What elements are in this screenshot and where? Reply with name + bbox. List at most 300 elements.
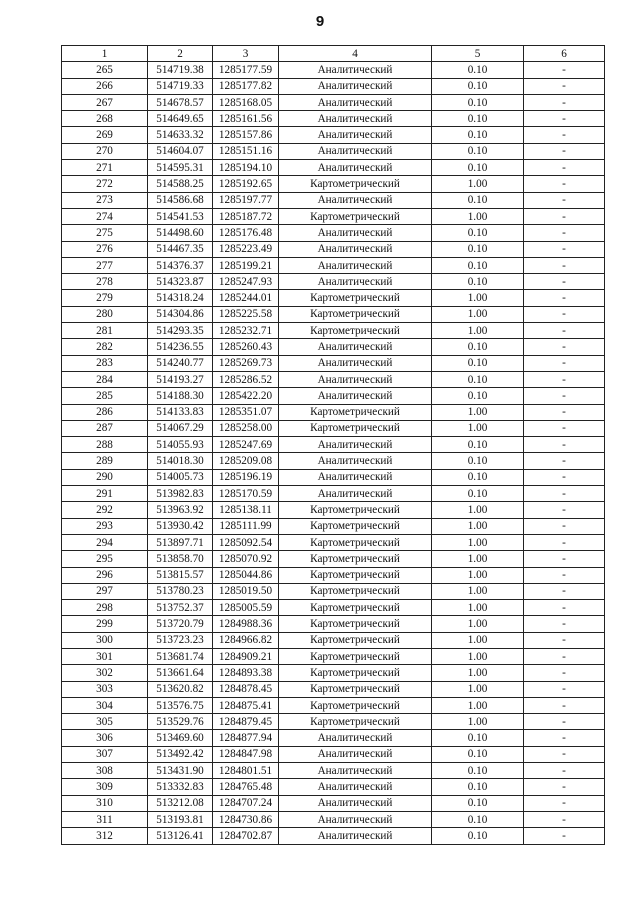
method-cell: Аналитический: [279, 453, 432, 469]
note-cell: -: [524, 371, 605, 387]
accuracy-cell: 1.00: [432, 404, 524, 420]
accuracy-cell: 0.10: [432, 274, 524, 290]
point-number-cell: 269: [62, 127, 148, 143]
method-cell: Аналитический: [279, 143, 432, 159]
method-cell: Аналитический: [279, 78, 432, 94]
y-coordinate-cell: 1285422.20: [213, 388, 279, 404]
point-number-cell: 303: [62, 681, 148, 697]
table-row: [62, 257, 605, 273]
column-header: 6: [524, 46, 605, 62]
y-coordinate-cell: 1285351.07: [213, 404, 279, 420]
table-row: [62, 534, 605, 550]
point-number-cell: 277: [62, 257, 148, 273]
method-cell: Аналитический: [279, 388, 432, 404]
table-row: [62, 665, 605, 681]
table-row: [62, 371, 605, 387]
note-cell: -: [524, 502, 605, 518]
table-row: [62, 551, 605, 567]
table-row: [62, 143, 605, 159]
accuracy-cell: 0.10: [432, 225, 524, 241]
note-cell: -: [524, 420, 605, 436]
point-number-cell: 284: [62, 371, 148, 387]
method-cell: Картометрический: [279, 648, 432, 664]
table-row: [62, 437, 605, 453]
x-coordinate-cell: 514588.25: [148, 176, 213, 192]
note-cell: -: [524, 616, 605, 632]
x-coordinate-cell: 513720.79: [148, 616, 213, 632]
x-coordinate-cell: 513212.08: [148, 795, 213, 811]
y-coordinate-cell: 1284966.82: [213, 632, 279, 648]
x-coordinate-cell: 514067.29: [148, 420, 213, 436]
accuracy-cell: 1.00: [432, 306, 524, 322]
table-row: [62, 616, 605, 632]
point-number-cell: 270: [62, 143, 148, 159]
table-row: [62, 339, 605, 355]
y-coordinate-cell: 1285209.08: [213, 453, 279, 469]
note-cell: -: [524, 632, 605, 648]
column-header: 3: [213, 46, 279, 62]
method-cell: Аналитический: [279, 437, 432, 453]
note-cell: -: [524, 763, 605, 779]
method-cell: Картометрический: [279, 616, 432, 632]
y-coordinate-cell: 1285196.19: [213, 469, 279, 485]
note-cell: -: [524, 160, 605, 176]
y-coordinate-cell: 1284875.41: [213, 697, 279, 713]
method-cell: Аналитический: [279, 241, 432, 257]
accuracy-cell: 0.10: [432, 127, 524, 143]
point-number-cell: 302: [62, 665, 148, 681]
method-cell: Аналитический: [279, 811, 432, 827]
point-number-cell: 294: [62, 534, 148, 550]
x-coordinate-cell: 513529.76: [148, 714, 213, 730]
method-cell: Картометрический: [279, 518, 432, 534]
table-row: [62, 62, 605, 78]
accuracy-cell: 1.00: [432, 176, 524, 192]
x-coordinate-cell: 513126.41: [148, 828, 213, 844]
y-coordinate-cell: 1285232.71: [213, 323, 279, 339]
accuracy-cell: 0.10: [432, 453, 524, 469]
accuracy-cell: 0.10: [432, 828, 524, 844]
y-coordinate-cell: 1284702.87: [213, 828, 279, 844]
point-number-cell: 281: [62, 323, 148, 339]
point-number-cell: 290: [62, 469, 148, 485]
note-cell: -: [524, 388, 605, 404]
accuracy-cell: 1.00: [432, 551, 524, 567]
coordinates-table: [61, 45, 605, 845]
x-coordinate-cell: 513469.60: [148, 730, 213, 746]
method-cell: Аналитический: [279, 795, 432, 811]
accuracy-cell: 0.10: [432, 94, 524, 110]
point-number-cell: 288: [62, 437, 148, 453]
accuracy-cell: 0.10: [432, 730, 524, 746]
note-cell: -: [524, 730, 605, 746]
note-cell: -: [524, 779, 605, 795]
note-cell: -: [524, 290, 605, 306]
point-number-cell: 301: [62, 648, 148, 664]
note-cell: -: [524, 208, 605, 224]
table-row: [62, 811, 605, 827]
point-number-cell: 293: [62, 518, 148, 534]
method-cell: Аналитический: [279, 274, 432, 290]
note-cell: -: [524, 811, 605, 827]
x-coordinate-cell: 513492.42: [148, 746, 213, 762]
method-cell: Аналитический: [279, 339, 432, 355]
method-cell: Картометрический: [279, 502, 432, 518]
table-row: [62, 453, 605, 469]
point-number-cell: 275: [62, 225, 148, 241]
note-cell: -: [524, 225, 605, 241]
note-cell: -: [524, 534, 605, 550]
y-coordinate-cell: 1285092.54: [213, 534, 279, 550]
accuracy-cell: 0.10: [432, 486, 524, 502]
note-cell: -: [524, 648, 605, 664]
method-cell: Картометрический: [279, 420, 432, 436]
y-coordinate-cell: 1285194.10: [213, 160, 279, 176]
method-cell: Аналитический: [279, 355, 432, 371]
x-coordinate-cell: 513620.82: [148, 681, 213, 697]
y-coordinate-cell: 1285247.69: [213, 437, 279, 453]
table-row: [62, 469, 605, 485]
point-number-cell: 311: [62, 811, 148, 827]
y-coordinate-cell: 1285019.50: [213, 583, 279, 599]
point-number-cell: 268: [62, 111, 148, 127]
x-coordinate-cell: 514678.57: [148, 94, 213, 110]
accuracy-cell: 1.00: [432, 697, 524, 713]
x-coordinate-cell: 514240.77: [148, 355, 213, 371]
table-row: [62, 567, 605, 583]
point-number-cell: 265: [62, 62, 148, 78]
x-coordinate-cell: 513815.57: [148, 567, 213, 583]
point-number-cell: 271: [62, 160, 148, 176]
table-row: [62, 730, 605, 746]
table-body: [62, 62, 605, 844]
x-coordinate-cell: 514193.27: [148, 371, 213, 387]
y-coordinate-cell: 1285070.92: [213, 551, 279, 567]
y-coordinate-cell: 1285151.16: [213, 143, 279, 159]
point-number-cell: 282: [62, 339, 148, 355]
method-cell: Картометрический: [279, 697, 432, 713]
accuracy-cell: 0.10: [432, 779, 524, 795]
table-row: [62, 355, 605, 371]
method-cell: Картометрический: [279, 600, 432, 616]
method-cell: Аналитический: [279, 746, 432, 762]
method-cell: Аналитический: [279, 763, 432, 779]
column-header: 4: [279, 46, 432, 62]
x-coordinate-cell: 513332.83: [148, 779, 213, 795]
table-row: [62, 160, 605, 176]
point-number-cell: 309: [62, 779, 148, 795]
point-number-cell: 310: [62, 795, 148, 811]
method-cell: Картометрический: [279, 290, 432, 306]
method-cell: Картометрический: [279, 306, 432, 322]
table-row: [62, 828, 605, 844]
accuracy-cell: 0.10: [432, 371, 524, 387]
y-coordinate-cell: 1284893.38: [213, 665, 279, 681]
point-number-cell: 289: [62, 453, 148, 469]
note-cell: -: [524, 62, 605, 78]
note-cell: -: [524, 176, 605, 192]
x-coordinate-cell: 514018.30: [148, 453, 213, 469]
x-coordinate-cell: 514055.93: [148, 437, 213, 453]
table-row: [62, 714, 605, 730]
note-cell: -: [524, 486, 605, 502]
y-coordinate-cell: 1285247.93: [213, 274, 279, 290]
y-coordinate-cell: 1285157.86: [213, 127, 279, 143]
method-cell: Картометрический: [279, 665, 432, 681]
table-row: [62, 795, 605, 811]
table-row: [62, 518, 605, 534]
x-coordinate-cell: 514133.83: [148, 404, 213, 420]
note-cell: -: [524, 453, 605, 469]
method-cell: Аналитический: [279, 469, 432, 485]
note-cell: -: [524, 681, 605, 697]
y-coordinate-cell: 1285244.01: [213, 290, 279, 306]
table-row: [62, 763, 605, 779]
y-coordinate-cell: 1285258.00: [213, 420, 279, 436]
accuracy-cell: 0.10: [432, 257, 524, 273]
method-cell: Аналитический: [279, 828, 432, 844]
note-cell: -: [524, 404, 605, 420]
y-coordinate-cell: 1284801.51: [213, 763, 279, 779]
note-cell: -: [524, 551, 605, 567]
method-cell: Аналитический: [279, 486, 432, 502]
method-cell: Картометрический: [279, 632, 432, 648]
method-cell: Картометрический: [279, 323, 432, 339]
y-coordinate-cell: 1284878.45: [213, 681, 279, 697]
note-cell: -: [524, 192, 605, 208]
table-row: [62, 274, 605, 290]
column-header: 2: [148, 46, 213, 62]
note-cell: -: [524, 469, 605, 485]
y-coordinate-cell: 1285187.72: [213, 208, 279, 224]
table-row: [62, 632, 605, 648]
y-coordinate-cell: 1285168.05: [213, 94, 279, 110]
accuracy-cell: 0.10: [432, 62, 524, 78]
accuracy-cell: 1.00: [432, 714, 524, 730]
y-coordinate-cell: 1284707.24: [213, 795, 279, 811]
method-cell: Аналитический: [279, 779, 432, 795]
accuracy-cell: 1.00: [432, 420, 524, 436]
x-coordinate-cell: 513661.64: [148, 665, 213, 681]
y-coordinate-cell: 1285286.52: [213, 371, 279, 387]
accuracy-cell: 0.10: [432, 160, 524, 176]
point-number-cell: 272: [62, 176, 148, 192]
accuracy-cell: 0.10: [432, 355, 524, 371]
column-header: 5: [432, 46, 524, 62]
y-coordinate-cell: 1285223.49: [213, 241, 279, 257]
y-coordinate-cell: 1284847.98: [213, 746, 279, 762]
method-cell: Картометрический: [279, 681, 432, 697]
accuracy-cell: 1.00: [432, 681, 524, 697]
table-row: [62, 111, 605, 127]
method-cell: Картометрический: [279, 714, 432, 730]
x-coordinate-cell: 513780.23: [148, 583, 213, 599]
method-cell: Аналитический: [279, 160, 432, 176]
table-row: [62, 94, 605, 110]
point-number-cell: 296: [62, 567, 148, 583]
note-cell: -: [524, 518, 605, 534]
accuracy-cell: 1.00: [432, 502, 524, 518]
table-row: [62, 225, 605, 241]
table-row: [62, 600, 605, 616]
x-coordinate-cell: 513982.83: [148, 486, 213, 502]
y-coordinate-cell: 1285269.73: [213, 355, 279, 371]
point-number-cell: 295: [62, 551, 148, 567]
y-coordinate-cell: 1285176.48: [213, 225, 279, 241]
accuracy-cell: 0.10: [432, 795, 524, 811]
y-coordinate-cell: 1284909.21: [213, 648, 279, 664]
accuracy-cell: 1.00: [432, 518, 524, 534]
table-row: [62, 779, 605, 795]
method-cell: Картометрический: [279, 404, 432, 420]
table-row: [62, 306, 605, 322]
x-coordinate-cell: 514498.60: [148, 225, 213, 241]
method-cell: Картометрический: [279, 583, 432, 599]
point-number-cell: 292: [62, 502, 148, 518]
accuracy-cell: 0.10: [432, 241, 524, 257]
accuracy-cell: 0.10: [432, 469, 524, 485]
table-row: [62, 648, 605, 664]
table-header-row: [62, 46, 605, 62]
method-cell: Аналитический: [279, 371, 432, 387]
table-row: [62, 486, 605, 502]
x-coordinate-cell: 513576.75: [148, 697, 213, 713]
point-number-cell: 300: [62, 632, 148, 648]
x-coordinate-cell: 514005.73: [148, 469, 213, 485]
point-number-cell: 267: [62, 94, 148, 110]
method-cell: Картометрический: [279, 551, 432, 567]
table-row: [62, 127, 605, 143]
x-coordinate-cell: 513681.74: [148, 648, 213, 664]
table-row: [62, 420, 605, 436]
table-row: [62, 681, 605, 697]
note-cell: -: [524, 94, 605, 110]
note-cell: -: [524, 127, 605, 143]
method-cell: Аналитический: [279, 257, 432, 273]
accuracy-cell: 1.00: [432, 583, 524, 599]
accuracy-cell: 0.10: [432, 78, 524, 94]
y-coordinate-cell: 1285197.77: [213, 192, 279, 208]
y-coordinate-cell: 1285161.56: [213, 111, 279, 127]
column-header: 1: [62, 46, 148, 62]
x-coordinate-cell: 513723.23: [148, 632, 213, 648]
point-number-cell: 279: [62, 290, 148, 306]
accuracy-cell: 0.10: [432, 811, 524, 827]
note-cell: -: [524, 274, 605, 290]
note-cell: -: [524, 746, 605, 762]
accuracy-cell: 1.00: [432, 567, 524, 583]
note-cell: -: [524, 828, 605, 844]
x-coordinate-cell: 513897.71: [148, 534, 213, 550]
point-number-cell: 297: [62, 583, 148, 599]
accuracy-cell: 1.00: [432, 665, 524, 681]
note-cell: -: [524, 567, 605, 583]
point-number-cell: 306: [62, 730, 148, 746]
point-number-cell: 304: [62, 697, 148, 713]
note-cell: -: [524, 714, 605, 730]
x-coordinate-cell: 514318.24: [148, 290, 213, 306]
note-cell: -: [524, 241, 605, 257]
y-coordinate-cell: 1285192.65: [213, 176, 279, 192]
accuracy-cell: 0.10: [432, 437, 524, 453]
accuracy-cell: 0.10: [432, 192, 524, 208]
y-coordinate-cell: 1285199.21: [213, 257, 279, 273]
note-cell: -: [524, 795, 605, 811]
accuracy-cell: 0.10: [432, 143, 524, 159]
y-coordinate-cell: 1285225.58: [213, 306, 279, 322]
x-coordinate-cell: 514323.87: [148, 274, 213, 290]
accuracy-cell: 1.00: [432, 632, 524, 648]
note-cell: -: [524, 437, 605, 453]
y-coordinate-cell: 1285177.82: [213, 78, 279, 94]
note-cell: -: [524, 355, 605, 371]
method-cell: Аналитический: [279, 62, 432, 78]
note-cell: -: [524, 323, 605, 339]
x-coordinate-cell: 514719.38: [148, 62, 213, 78]
point-number-cell: 312: [62, 828, 148, 844]
y-coordinate-cell: 1285170.59: [213, 486, 279, 502]
x-coordinate-cell: 513963.92: [148, 502, 213, 518]
note-cell: -: [524, 143, 605, 159]
point-number-cell: 278: [62, 274, 148, 290]
x-coordinate-cell: 514633.32: [148, 127, 213, 143]
method-cell: Аналитический: [279, 192, 432, 208]
y-coordinate-cell: 1285044.86: [213, 567, 279, 583]
y-coordinate-cell: 1285111.99: [213, 518, 279, 534]
table-row: [62, 290, 605, 306]
note-cell: -: [524, 306, 605, 322]
point-number-cell: 276: [62, 241, 148, 257]
table-row: [62, 388, 605, 404]
y-coordinate-cell: 1285260.43: [213, 339, 279, 355]
y-coordinate-cell: 1285138.11: [213, 502, 279, 518]
accuracy-cell: 0.10: [432, 746, 524, 762]
accuracy-cell: 1.00: [432, 208, 524, 224]
accuracy-cell: 0.10: [432, 388, 524, 404]
x-coordinate-cell: 514541.53: [148, 208, 213, 224]
point-number-cell: 273: [62, 192, 148, 208]
method-cell: Картометрический: [279, 208, 432, 224]
y-coordinate-cell: 1284879.45: [213, 714, 279, 730]
point-number-cell: 285: [62, 388, 148, 404]
x-coordinate-cell: 514293.35: [148, 323, 213, 339]
y-coordinate-cell: 1285177.59: [213, 62, 279, 78]
table-row: [62, 502, 605, 518]
page-number: 9: [315, 13, 325, 30]
accuracy-cell: 1.00: [432, 323, 524, 339]
point-number-cell: 280: [62, 306, 148, 322]
y-coordinate-cell: 1284730.86: [213, 811, 279, 827]
accuracy-cell: 0.10: [432, 111, 524, 127]
point-number-cell: 287: [62, 420, 148, 436]
point-number-cell: 283: [62, 355, 148, 371]
table-row: [62, 583, 605, 599]
accuracy-cell: 1.00: [432, 616, 524, 632]
table-row: [62, 176, 605, 192]
x-coordinate-cell: 514604.07: [148, 143, 213, 159]
note-cell: -: [524, 583, 605, 599]
point-number-cell: 286: [62, 404, 148, 420]
x-coordinate-cell: 513930.42: [148, 518, 213, 534]
point-number-cell: 307: [62, 746, 148, 762]
y-coordinate-cell: 1285005.59: [213, 600, 279, 616]
note-cell: -: [524, 78, 605, 94]
x-coordinate-cell: 514304.86: [148, 306, 213, 322]
y-coordinate-cell: 1284765.48: [213, 779, 279, 795]
x-coordinate-cell: 514719.33: [148, 78, 213, 94]
y-coordinate-cell: 1284877.94: [213, 730, 279, 746]
point-number-cell: 305: [62, 714, 148, 730]
